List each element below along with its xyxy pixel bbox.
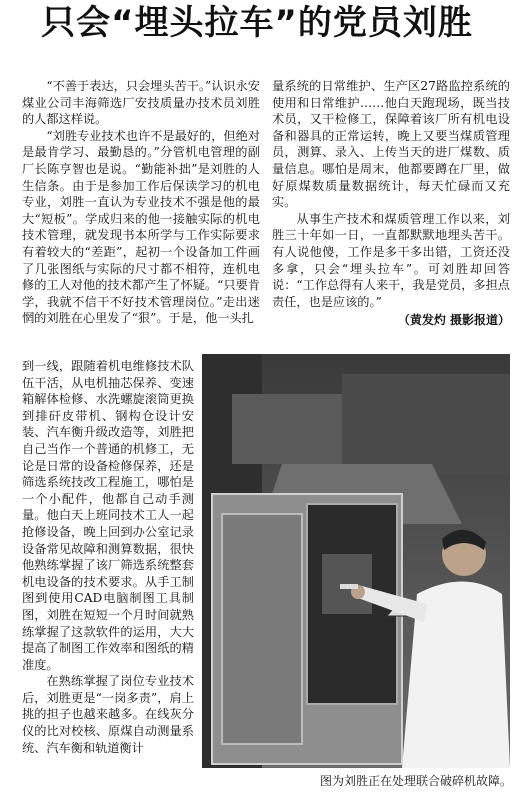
news-photo: [202, 354, 510, 768]
paragraph: 量系统的日常维护、生产区27路监控系统的使用和日常维护……他白天跑现场，既当技术员，又干检修工，保障着该厂所有机电设备和器具的正常运转，晚上又要当煤质管理员，测算、录入、上传当天的进厂煤数、质量信息。哪怕是周末，他都要蹲在厂里，做好原煤数质量数据统计，每天忙碌而又充实。: [272, 79, 510, 210]
paragraph: “刘胜专业技术也许不是最好的，但绝对是最肯学习、最勤恳的。”分管机电管理的副厂长陈亨智也是说。“勤能补拙”是刘胜的人生信条。由于是参加工作后保读学习的机电专业，刘胜一直认为专业技术不强是他的最大“短板”。学成归来的他一接触实际的机电技术管理，就发现书本所学与工作实际要求有着较大的“差距”，起初一个设备加工件画了几张图纸与实际的尺寸都不相符，连机电修的工人对他的技术都产生了怀疑。“只要肯学，我就不信干不好技术管理岗位。”走出迷惘的刘胜在心里发了“狠”。于是，他一头扎: [22, 128, 260, 326]
paragraph: 从事生产技术和煤质管理工作以来，刘胜三十年如一日，一直都默默地埋头苦干。有人说他傻，工作是多干多出错，工资还没多拿，只会“埋头拉车”。可刘胜却回答说：“工作总得有人来干，我是党员，多担点责任，也是应该的。”: [272, 211, 510, 309]
headline: 只会“埋头拉车”的党员刘胜: [41, 3, 473, 43]
article-column-left-narrow: [22, 358, 194, 756]
byline: （黄发灼 摄影报道）: [397, 313, 510, 328]
paragraph: 在熟练掌握了岗位专业技术后，刘胜更是“一岗多责”，肩上挑的担子也越来越多。在线灰分仪的比对校核、原煤自动测量系统、汽车衡和轨道衡计: [22, 674, 194, 755]
article-column-right: [272, 78, 510, 329]
paragraph: 到一线，跟随着机电维修技术队伍干活，从电机抽芯保养、变速箱解体检修、水洗螺旋滚筒更换到排矸皮带机、钢构仓设计安装、汽车衡升级改造等，刘胜把自己当作一个普通的机修工，无论是日常的设备检修保养，还是筛选系统技改工程施工，哪怕是一个小配件，他都自己动手测量。他白天上班同技术工人一起抢修设备，晚上回到办公室记录设备常见故障和测算数据，很快他熟练掌握了该厂筛选系统整套机电设备的技术要求。从手工制图到使用CAD电脑制图工具制图，刘胜在短短一个月时间就熟练掌握了这款软件的运用，大大提高了制图工作效率和图纸的精准度。: [22, 359, 194, 672]
article-column-left: [22, 78, 260, 327]
paragraph: “不善于表达，只会埋头苦干。”认识永安煤业公司丰海筛选厂安技质量办技术员刘胜的人都这样说。: [22, 79, 260, 127]
photo-caption: 图为刘胜正在处理联合破碎机故障。: [319, 774, 512, 788]
